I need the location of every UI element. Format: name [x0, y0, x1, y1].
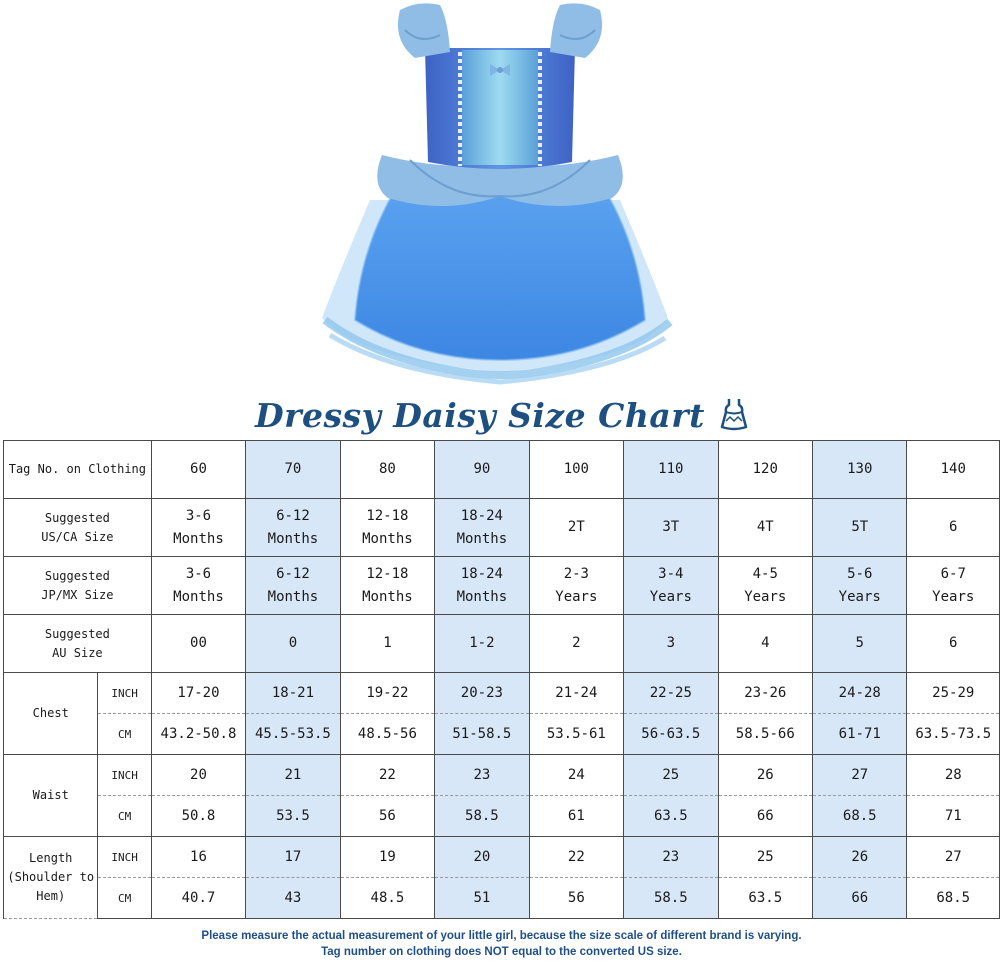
unit-cm: CM [98, 714, 151, 755]
tag-cell: 60 [151, 441, 245, 499]
chest-inch-cell: 23-26 [718, 673, 812, 714]
tag-row [4, 441, 1000, 499]
waist-cm-cell: 61 [529, 796, 623, 837]
waist-cm-cell: 58.5 [435, 796, 529, 837]
chest-cm-cell: 58.5-66 [718, 714, 812, 755]
au-size-cell: 1-2 [435, 615, 529, 673]
length-cm-cell: 56 [529, 878, 623, 919]
us-size-cell: 12-18 Months [340, 499, 434, 557]
waist-inch-cell: 24 [529, 755, 623, 796]
jp-size-cell: 3-4 Years [624, 557, 718, 615]
us-size-cell: 3T [624, 499, 718, 557]
waist-inch-cell: 26 [718, 755, 812, 796]
waist-inch-cell: 27 [813, 755, 907, 796]
chest-inch-cell: 18-21 [246, 673, 340, 714]
au-size-cell: 0 [246, 615, 340, 673]
unit-inch: INCH [98, 755, 151, 796]
dress-icon [720, 397, 748, 431]
waist-cm-cell: 63.5 [624, 796, 718, 837]
length-inch-row [4, 837, 1000, 878]
jp-size-cell: 3-6 Months [151, 557, 245, 615]
length-cm-cell: 40.7 [151, 878, 245, 919]
length-inch-cell: 25 [718, 837, 812, 878]
length-cm-cell: 51 [435, 878, 529, 919]
au-size-cell: 4 [718, 615, 812, 673]
princess-dress-illustration [300, 0, 700, 392]
tag-cell: 140 [907, 441, 1000, 499]
size-chart-title: Dressy Daisy Size Chart [254, 396, 705, 435]
tag-cell: 80 [340, 441, 434, 499]
unit-cm: CM [98, 796, 151, 837]
chest-cm-cell: 61-71 [813, 714, 907, 755]
tag-cell: 110 [624, 441, 718, 499]
waist-cm-cell: 71 [907, 796, 1000, 837]
jp-size-label: Suggested JP/MX Size [4, 557, 152, 615]
us-size-cell: 18-24 Months [435, 499, 529, 557]
waist-inch-cell: 25 [624, 755, 718, 796]
waist-inch-cell: 23 [435, 755, 529, 796]
tag-cell: 130 [813, 441, 907, 499]
chest-label: Chest [4, 673, 98, 755]
length-inch-cell: 26 [813, 837, 907, 878]
tag-label: Tag No. on Clothing [4, 441, 152, 499]
au-size-label: Suggested AU Size [4, 615, 152, 673]
chest-cm-cell: 53.5-61 [529, 714, 623, 755]
waist-cm-cell: 68.5 [813, 796, 907, 837]
waist-inch-cell: 28 [907, 755, 1000, 796]
tag-cell: 70 [246, 441, 340, 499]
jp-size-cell: 6-7 Years [907, 557, 1000, 615]
chest-inch-cell: 19-22 [340, 673, 434, 714]
jp-size-cell: 6-12 Months [246, 557, 340, 615]
chest-cm-cell: 56-63.5 [624, 714, 718, 755]
length-inch-cell: 17 [246, 837, 340, 878]
us-size-cell: 3-6 Months [151, 499, 245, 557]
length-inch-cell: 23 [624, 837, 718, 878]
unit-inch: INCH [98, 837, 151, 878]
au-size-cell: 2 [529, 615, 623, 673]
chest-inch-cell: 22-25 [624, 673, 718, 714]
length-inch-cell: 20 [435, 837, 529, 878]
waist-cm-row [4, 796, 1000, 837]
au-size-cell: 5 [813, 615, 907, 673]
chest-cm-cell: 63.5-73.5 [907, 714, 1000, 755]
us-size-cell: 6-12 Months [246, 499, 340, 557]
measurement-notes [0, 928, 1003, 960]
jp-size-cell: 5-6 Years [813, 557, 907, 615]
waist-cm-cell: 50.8 [151, 796, 245, 837]
length-inch-cell: 27 [907, 837, 1000, 878]
size-chart-table [3, 440, 1000, 919]
waist-cm-cell: 56 [340, 796, 434, 837]
chest-cm-cell: 43.2-50.8 [151, 714, 245, 755]
length-inch-cell: 22 [529, 837, 623, 878]
waist-inch-cell: 21 [246, 755, 340, 796]
tag-cell: 90 [435, 441, 529, 499]
jp-size-cell: 4-5 Years [718, 557, 812, 615]
waist-label: Waist [4, 755, 98, 837]
us-size-cell: 6 [907, 499, 1000, 557]
chest-inch-row [4, 673, 1000, 714]
length-cm-cell: 66 [813, 878, 907, 919]
au-size-cell: 1 [340, 615, 434, 673]
chest-inch-cell: 20-23 [435, 673, 529, 714]
chest-inch-cell: 24-28 [813, 673, 907, 714]
us-size-cell: 2T [529, 499, 623, 557]
length-cm-cell: 48.5 [340, 878, 434, 919]
us-size-cell: 5T [813, 499, 907, 557]
jp-size-row [4, 557, 1000, 615]
length-cm-cell: 58.5 [624, 878, 718, 919]
au-size-cell: 6 [907, 615, 1000, 673]
chest-cm-cell: 45.5-53.5 [246, 714, 340, 755]
chest-inch-cell: 21-24 [529, 673, 623, 714]
us-size-cell: 4T [718, 499, 812, 557]
tag-cell: 100 [529, 441, 623, 499]
au-size-cell: 00 [151, 615, 245, 673]
jp-size-cell: 18-24 Months [435, 557, 529, 615]
waist-cm-cell: 66 [718, 796, 812, 837]
length-cm-cell: 68.5 [907, 878, 1000, 919]
jp-size-cell: 12-18 Months [340, 557, 434, 615]
note-line: Tag number on clothing does NOT equal to the converted US size. [321, 946, 682, 958]
waist-cm-cell: 53.5 [246, 796, 340, 837]
us-size-label: Suggested US/CA Size [4, 499, 152, 557]
tag-cell: 120 [718, 441, 812, 499]
length-cm-row [4, 878, 1000, 919]
waist-inch-row [4, 755, 1000, 796]
au-size-row [4, 615, 1000, 673]
length-cm-cell: 63.5 [718, 878, 812, 919]
length-label: Length (Shoulder to Hem) [4, 837, 98, 919]
chest-cm-cell: 48.5-56 [340, 714, 434, 755]
chest-cm-cell: 51-58.5 [435, 714, 529, 755]
chest-cm-row [4, 714, 1000, 755]
unit-cm: CM [98, 878, 151, 919]
length-cm-cell: 43 [246, 878, 340, 919]
chest-inch-cell: 17-20 [151, 673, 245, 714]
note-line: Please measure the actual measurement of your little girl, because the size scale of different brand is varying. [201, 930, 802, 942]
au-size-cell: 3 [624, 615, 718, 673]
jp-size-cell: 2-3 Years [529, 557, 623, 615]
chest-inch-cell: 25-29 [907, 673, 1000, 714]
waist-inch-cell: 20 [151, 755, 245, 796]
length-inch-cell: 16 [151, 837, 245, 878]
waist-inch-cell: 22 [340, 755, 434, 796]
length-inch-cell: 19 [340, 837, 434, 878]
us-size-row [4, 499, 1000, 557]
unit-inch: INCH [98, 673, 151, 714]
